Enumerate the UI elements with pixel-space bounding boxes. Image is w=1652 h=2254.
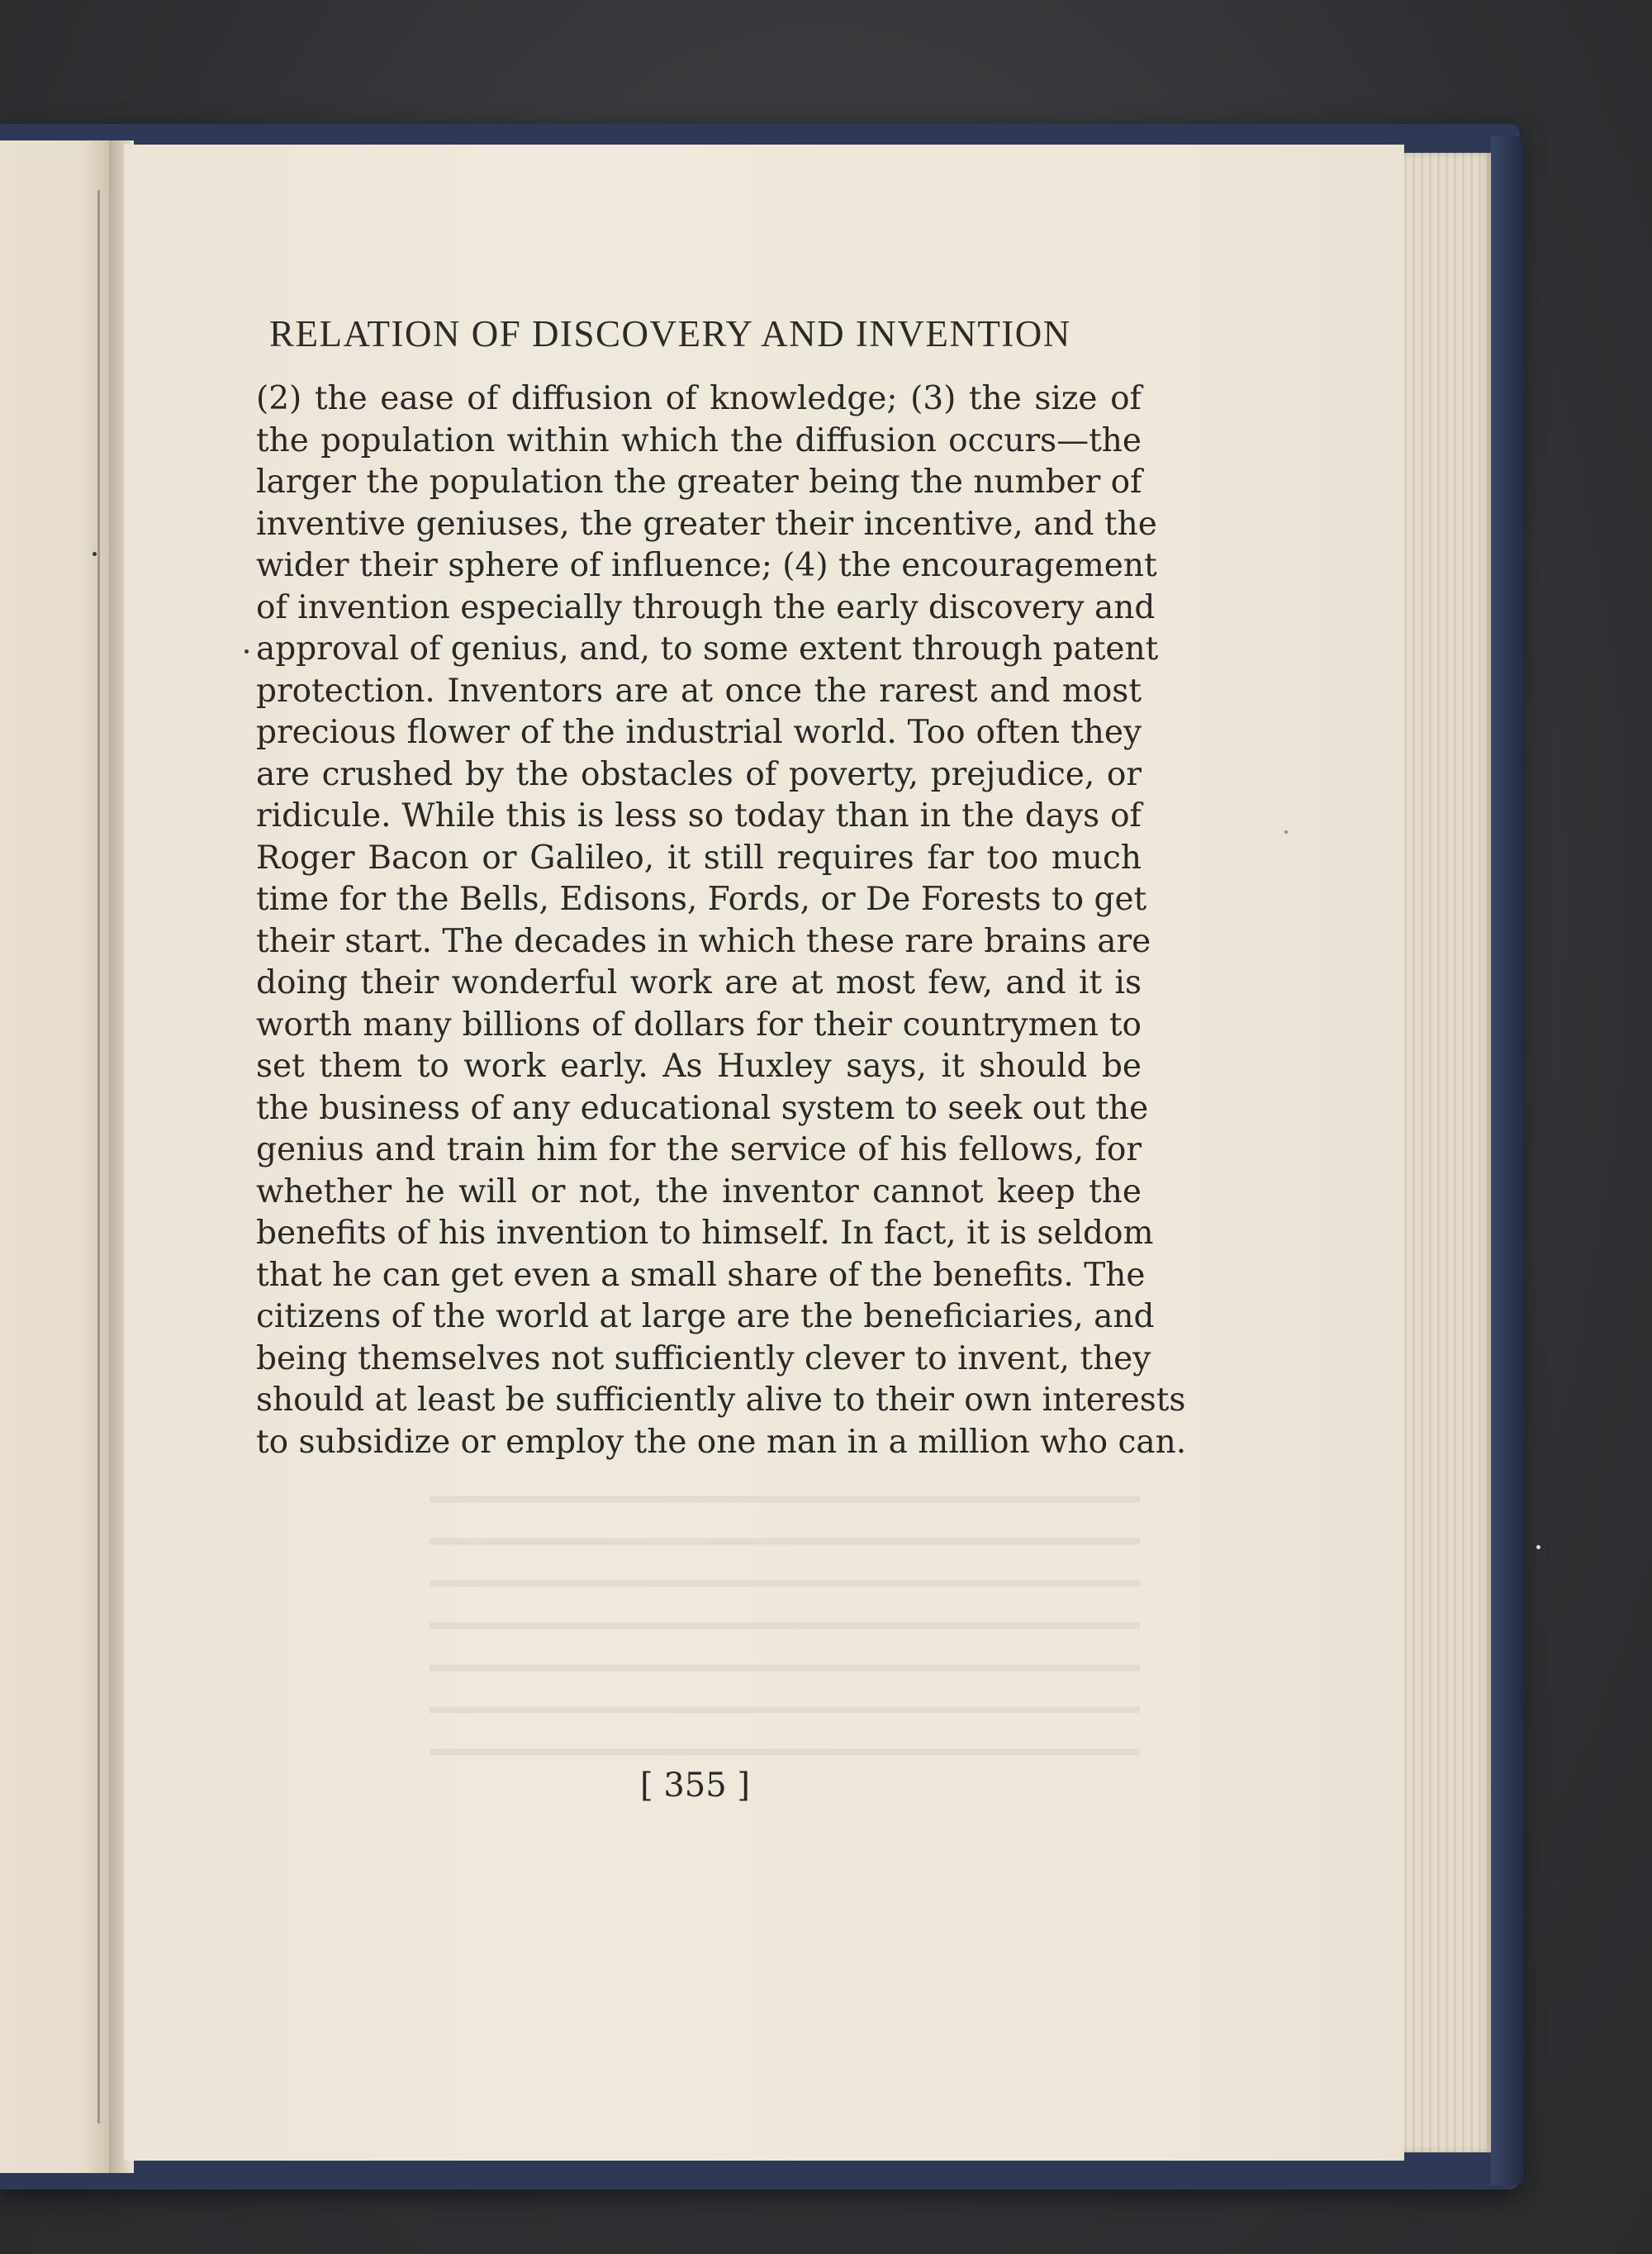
paper-speck [244, 649, 249, 654]
text-line: approval of genius, and, to some extent through patent [256, 630, 1159, 668]
paper-speck [1284, 830, 1288, 834]
text-line: doing their wonderful work are at most few, and it is [256, 964, 1142, 1001]
text-line: worth many billions of dollars for their countrymen to [256, 1006, 1142, 1044]
text-line: inventive geniuses, the greater their incentive, and the [256, 505, 1157, 543]
body-text [256, 378, 1187, 1463]
text-line: time for the Bells, Edisons, Fords, or De Forests to get [256, 881, 1147, 918]
running-head: RELATION OF DISCOVERY AND INVENTION [269, 313, 1071, 354]
text-line: benefits of his invention to himself. In fact, it is seldom [256, 1215, 1154, 1252]
text-line: are crushed by the obstacles of poverty, prejudice, or [256, 755, 1142, 793]
text-line: Roger Bacon or Galileo, it still requires far too much [256, 839, 1142, 877]
show-through [430, 1471, 1140, 1768]
page-edges [1400, 153, 1491, 2152]
text-line: to subsidize or employ the one man in a million who can. [256, 1423, 1187, 1461]
text-line: protection. Inventors are at once the rarest and most [256, 672, 1142, 710]
text-line: their start. The decades in which these rare brains are [256, 922, 1151, 960]
text-line: that he can get even a small share of the benefits. The [256, 1256, 1146, 1294]
text-line: precious flower of the industrial world. Too often they [256, 714, 1142, 751]
left-page-edge-line [97, 190, 100, 2123]
text-line: whether he will or not, the inventor cannot keep the [256, 1172, 1142, 1210]
page-number: [ 355 ] [640, 1767, 750, 1805]
text-line: set them to work early. As Huxley says, it should be [256, 1048, 1142, 1085]
book-cover-edge [1491, 136, 1524, 2185]
text-line: ridicule. While this is less so today than in the days of [256, 797, 1142, 835]
text-line: the business of any educational system to seek out the [256, 1089, 1149, 1127]
text-line: being themselves not sufficiently clever to invent, they [256, 1339, 1151, 1377]
left-page [0, 140, 116, 2173]
text-line: wider their sphere of influence; (4) the encouragement [256, 547, 1157, 584]
paper-speck [93, 552, 97, 556]
text-line: citizens of the world at large are the beneficiaries, and [256, 1298, 1155, 1335]
text-line: (2) the ease of diffusion of knowledge; (3) the size of [256, 380, 1142, 417]
text-line: larger the population the greater being the number of [256, 464, 1142, 501]
text-line: the population within which the diffusion occurs—the [256, 421, 1142, 459]
text-line: genius and train him for the service of his fellows, for [256, 1131, 1142, 1168]
text-line: should at least be sufficiently alive to their own interests [256, 1381, 1186, 1419]
text-line: of invention especially through the early discovery and [256, 588, 1156, 626]
paper-speck [1536, 1545, 1540, 1549]
